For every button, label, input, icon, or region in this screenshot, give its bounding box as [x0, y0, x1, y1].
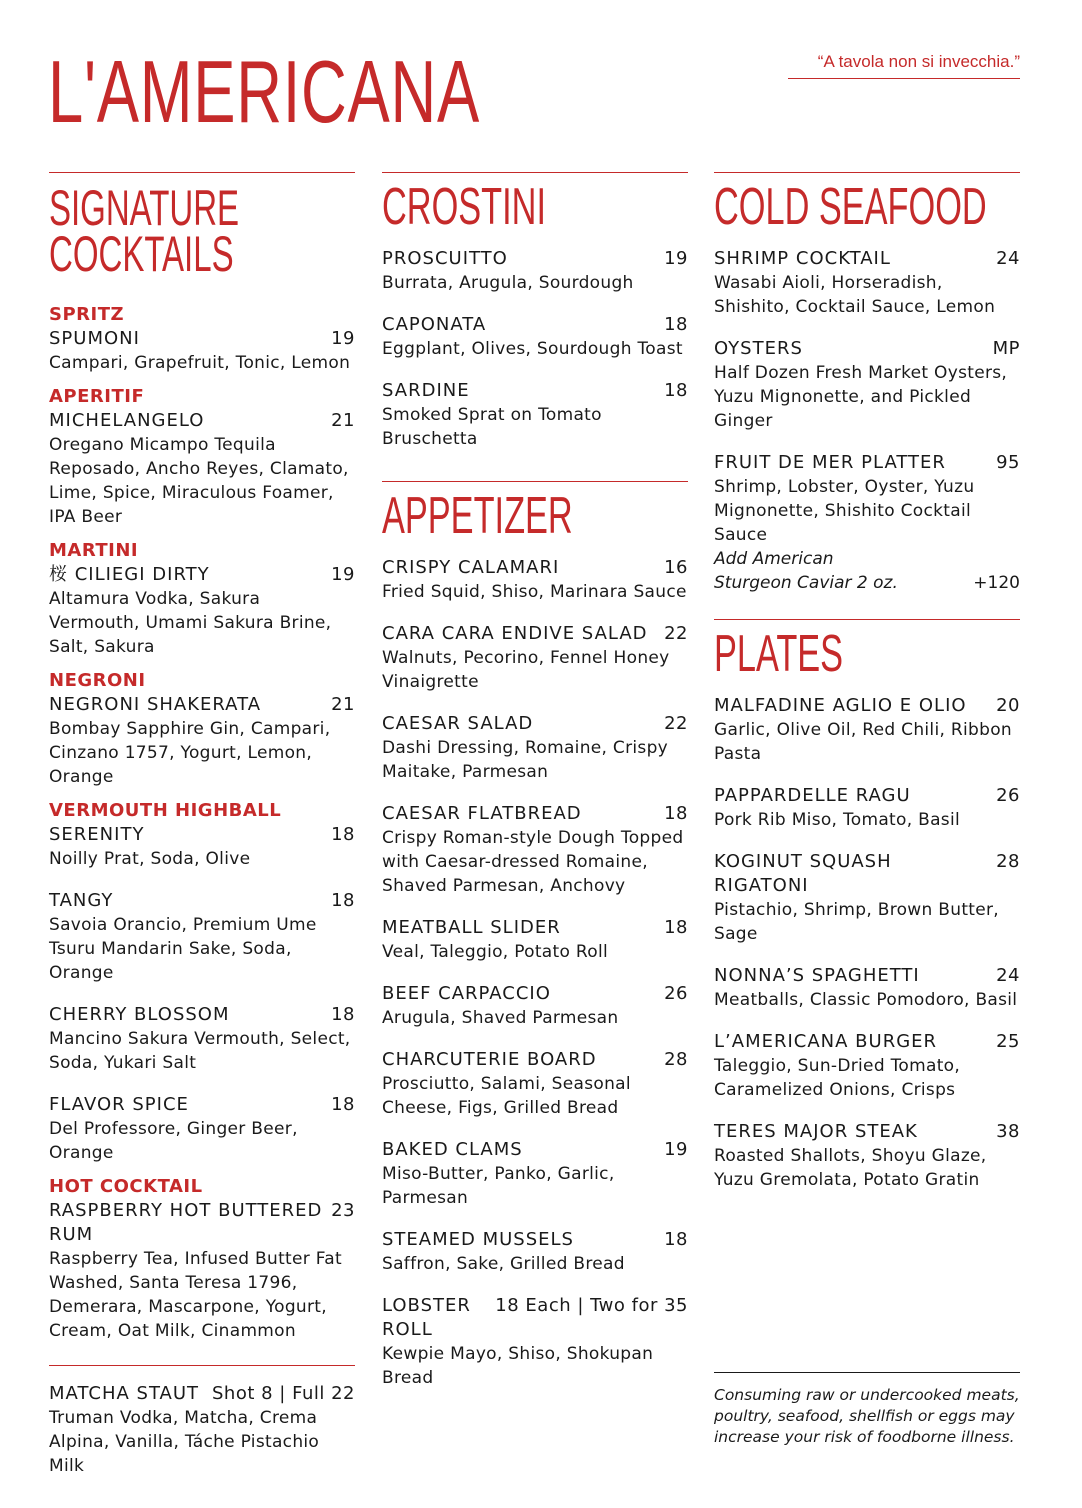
menu-item [382, 1138, 688, 1210]
item-description: Wasabi Aioli, Horseradish, Shishito, Cocktail Sauce, Lemon [714, 273, 996, 317]
appetizer-list [382, 556, 688, 1390]
seafood-list [714, 247, 1020, 547]
menu-item [382, 379, 688, 451]
restaurant-logo: L'AMERICANA [48, 42, 480, 141]
item-price: 20 [996, 695, 1020, 716]
item-price: 19 [664, 1139, 688, 1160]
item-price: MP [992, 338, 1020, 359]
item-description: Bombay Sapphire Gin, Campari, Cinzano 1757, Yogurt, Lemon, Orange [49, 719, 331, 787]
item-description: Eggplant, Olives, Sourdough Toast [382, 339, 683, 359]
item-name: CAESAR FLATBREAD [382, 803, 582, 824]
item-name: FLAVOR SPICE [49, 1094, 189, 1115]
item-price: 28 [996, 851, 1020, 872]
item-name: MATCHA STAUT [49, 1383, 200, 1404]
addon-price: +120 [973, 573, 1020, 593]
item-name: CHERRY BLOSSOM [49, 1004, 230, 1025]
menu-item [49, 1003, 355, 1075]
menu-item [49, 563, 355, 659]
item-name: TANGY [49, 890, 114, 911]
menu-item [714, 784, 1020, 832]
menu-item [714, 1120, 1020, 1192]
item-price: 18 [331, 824, 355, 845]
item-price: 25 [996, 1031, 1020, 1052]
category-spritz: SPRITZ [49, 304, 125, 325]
menu-item [714, 850, 1020, 946]
section-title-signature-cocktails: SIGNATURE COCKTAILS [49, 180, 240, 282]
section-title-appetizer: APPETIZER [382, 487, 573, 545]
item-price: 18 [664, 380, 688, 401]
menu-item [714, 247, 1020, 319]
item-name: CAPONATA [382, 314, 487, 335]
item-description: Noilly Prat, Soda, Olive [49, 849, 251, 869]
item-price: 19 [331, 328, 355, 349]
item-price: Shot 8 | Full 22 [212, 1383, 355, 1404]
column-seafood-plates [714, 172, 1020, 1192]
item-name: STEAMED MUSSELS [382, 1229, 574, 1250]
item-name: FRUIT DE MER PLATTER [714, 452, 946, 473]
item-description: Garlic, Olive Oil, Red Chili, Ribbon Pasta [714, 720, 1012, 764]
item-description: Pistachio, Shrimp, Brown Butter, Sage [714, 900, 1000, 944]
item-price: 18 [664, 917, 688, 938]
item-price: 18 [664, 803, 688, 824]
item-price: 19 [664, 248, 688, 269]
item-price: 26 [664, 983, 688, 1004]
food-safety-disclaimer: Consuming raw or undercooked meats, poultry, seafood, shellfish or eggs may increase your risk of foodborne illness. [714, 1372, 1020, 1448]
menu-item [49, 693, 355, 789]
item-description: Oregano Micampo Tequila Reposado, Ancho Reyes, Clamato, Lime, Spice, Miraculous Foamer, IPA Beer [49, 435, 349, 527]
menu-item [382, 1294, 688, 1390]
item-price: 16 [664, 557, 688, 578]
item-description: Savoia Orancio, Premium Ume Tsuru Mandarin Sake, Soda, Orange [49, 915, 317, 983]
item-price: 24 [996, 248, 1020, 269]
item-name: TERES MAJOR STEAK [714, 1121, 918, 1142]
item-name: 桜 CILIEGI DIRTY [49, 564, 210, 585]
item-description: Shrimp, Lobster, Oyster, Yuzu Mignonette, Shishito Cocktail Sauce [714, 477, 975, 545]
item-price: 18 Each | Two for 35 [495, 1295, 688, 1316]
item-price: 28 [664, 1049, 688, 1070]
item-description: Altamura Vodka, Sakura Vermouth, Umami Sakura Brine, Salt, Sakura [49, 589, 332, 657]
addon-line-1: Add American [714, 549, 834, 569]
item-description: Dashi Dressing, Romaine, Crispy Maitake, Parmesan [382, 738, 669, 782]
menu-item [382, 916, 688, 964]
addon-line-2: Sturgeon Caviar 2 oz. [714, 573, 898, 593]
item-name: MEATBALL SLIDER [382, 917, 561, 938]
addon-caviar [714, 547, 1020, 595]
item-price: 23 [331, 1200, 355, 1221]
menu-item [382, 982, 688, 1030]
item-description: Crispy Roman-style Dough Topped with Caesar-dressed Romaine, Shaved Parmesan, Anchovy [382, 828, 684, 896]
item-description: Walnuts, Pecorino, Fennel Honey Vinaigrette [382, 648, 670, 692]
menu-item [714, 1030, 1020, 1102]
item-price: 21 [331, 410, 355, 431]
section-title-plates: PLATES [714, 625, 844, 683]
item-description: Half Dozen Fresh Market Oysters, Yuzu Mignonette, and Pickled Ginger [714, 363, 1008, 431]
section-divider [382, 481, 688, 482]
item-description: Burrata, Arugula, Sourdough [382, 273, 634, 293]
item-price: 18 [664, 1229, 688, 1250]
item-price: 18 [664, 314, 688, 335]
item-name: CARA CARA ENDIVE SALAD [382, 623, 648, 644]
item-description: Del Professore, Ginger Beer, Orange [49, 1119, 298, 1163]
menu-item [382, 556, 688, 604]
item-price: 22 [664, 713, 688, 734]
item-name: PROSCUITTO [382, 248, 508, 269]
section-divider [714, 619, 1020, 620]
item-name: BAKED CLAMS [382, 1139, 523, 1160]
menu-item [382, 1048, 688, 1120]
item-price: 38 [996, 1121, 1020, 1142]
item-description: Prosciutto, Salami, Seasonal Cheese, Figs, Grilled Bread [382, 1074, 631, 1118]
menu-item [49, 823, 355, 871]
item-description: Raspberry Tea, Infused Butter Fat Washed, Santa Teresa 1796, Demerara, Mascarpone, Yogurt, Cream, Oat Milk, Cinammon [49, 1249, 342, 1341]
item-name: BEEF CARPACCIO [382, 983, 551, 1004]
item-description: Smoked Sprat on Tomato Bruschetta [382, 405, 602, 449]
item-description: Pork Rib Miso, Tomato, Basil [714, 810, 961, 830]
item-description: Roasted Shallots, Shoyu Glaze, Yuzu Gremolata, Potato Gratin [714, 1146, 987, 1190]
item-price: 18 [331, 890, 355, 911]
item-price: 18 [331, 1094, 355, 1115]
menu-item [49, 889, 355, 985]
menu-item [382, 313, 688, 361]
menu-item [49, 1093, 355, 1165]
item-price: 95 [996, 452, 1020, 473]
item-description: Truman Vodka, Matcha, Crema Alpina, Vanilla, Táche Pistachio Milk [49, 1408, 320, 1476]
item-description: Miso-Butter, Panko, Garlic, Parmesan [382, 1164, 615, 1208]
item-name: MALFADINE AGLIO E OLIO [714, 695, 967, 716]
item-name: OYSTERS [714, 338, 803, 359]
menu-item [714, 694, 1020, 766]
section-divider [49, 1365, 355, 1366]
item-description: Mancino Sakura Vermouth, Select, Soda, Yukari Salt [49, 1029, 351, 1073]
menu-item [382, 247, 688, 295]
item-name: CAESAR SALAD [382, 713, 534, 734]
item-description: Taleggio, Sun-Dried Tomato, Caramelized Onions, Crisps [714, 1056, 961, 1100]
item-name: KOGINUT SQUASH RIGATONI [714, 851, 892, 896]
menu-item [714, 964, 1020, 1012]
category-martini: MARTINI [49, 540, 139, 561]
menu-item [382, 1228, 688, 1276]
item-name: L’AMERICANA BURGER [714, 1031, 938, 1052]
item-price: 24 [996, 965, 1020, 986]
menu-item [382, 802, 688, 898]
section-divider [714, 172, 1020, 173]
section-divider [49, 172, 355, 173]
crostini-list [382, 247, 688, 451]
category-negroni: NEGRONI [49, 670, 146, 691]
item-name: NONNA’S SPAGHETTI [714, 965, 920, 986]
column-crostini-appetizer [382, 172, 688, 1390]
category-hot-cocktail: HOT COCKTAIL [49, 1176, 203, 1197]
item-description: Campari, Grapefruit, Tonic, Lemon [49, 353, 351, 373]
category-aperitif: APERITIF [49, 386, 145, 407]
item-description: Saffron, Sake, Grilled Bread [382, 1254, 625, 1274]
item-name: SHRIMP COCKTAIL [714, 248, 891, 269]
item-name: SPUMONI [49, 328, 140, 349]
tagline: “A tavola non si invecchia.” [788, 52, 1020, 79]
item-name: LOBSTER ROLL [382, 1295, 471, 1340]
menu-item [49, 1382, 355, 1478]
item-name: MICHELANGELO [49, 410, 205, 431]
item-name: SERENITY [49, 824, 145, 845]
item-name: CHARCUTERIE BOARD [382, 1049, 597, 1070]
item-price: 26 [996, 785, 1020, 806]
item-description: Fried Squid, Shiso, Marinara Sauce [382, 582, 687, 602]
item-price: 19 [331, 564, 355, 585]
section-title-crostini: CROSTINI [382, 178, 546, 236]
menu-item [382, 622, 688, 694]
item-description: Arugula, Shaved Parmesan [382, 1008, 619, 1028]
item-price: 18 [331, 1004, 355, 1025]
item-price: 21 [331, 694, 355, 715]
menu-item [49, 409, 355, 529]
menu-item [382, 712, 688, 784]
menu-item [714, 337, 1020, 433]
item-name: RASPBERRY HOT BUTTERED RUM [49, 1200, 323, 1245]
item-name: CRISPY CALAMARI [382, 557, 560, 578]
item-description: Kewpie Mayo, Shiso, Shokupan Bread [382, 1344, 654, 1388]
column-cocktails [49, 172, 355, 1478]
item-name: NEGRONI SHAKERATA [49, 694, 262, 715]
plates-list [714, 694, 1020, 1192]
category-vermouth-highball: VERMOUTH HIGHBALL [49, 800, 282, 821]
menu-item [714, 451, 1020, 547]
menu-item [49, 1199, 355, 1343]
item-name: PAPPARDELLE RAGU [714, 785, 911, 806]
menu-item [49, 327, 355, 375]
section-title-cold-seafood: COLD SEAFOOD [714, 178, 987, 236]
item-price: 22 [664, 623, 688, 644]
item-description: Meatballs, Classic Pomodoro, Basil [714, 990, 1018, 1010]
item-description: Veal, Taleggio, Potato Roll [382, 942, 608, 962]
section-divider [382, 172, 688, 173]
item-name: SARDINE [382, 380, 470, 401]
